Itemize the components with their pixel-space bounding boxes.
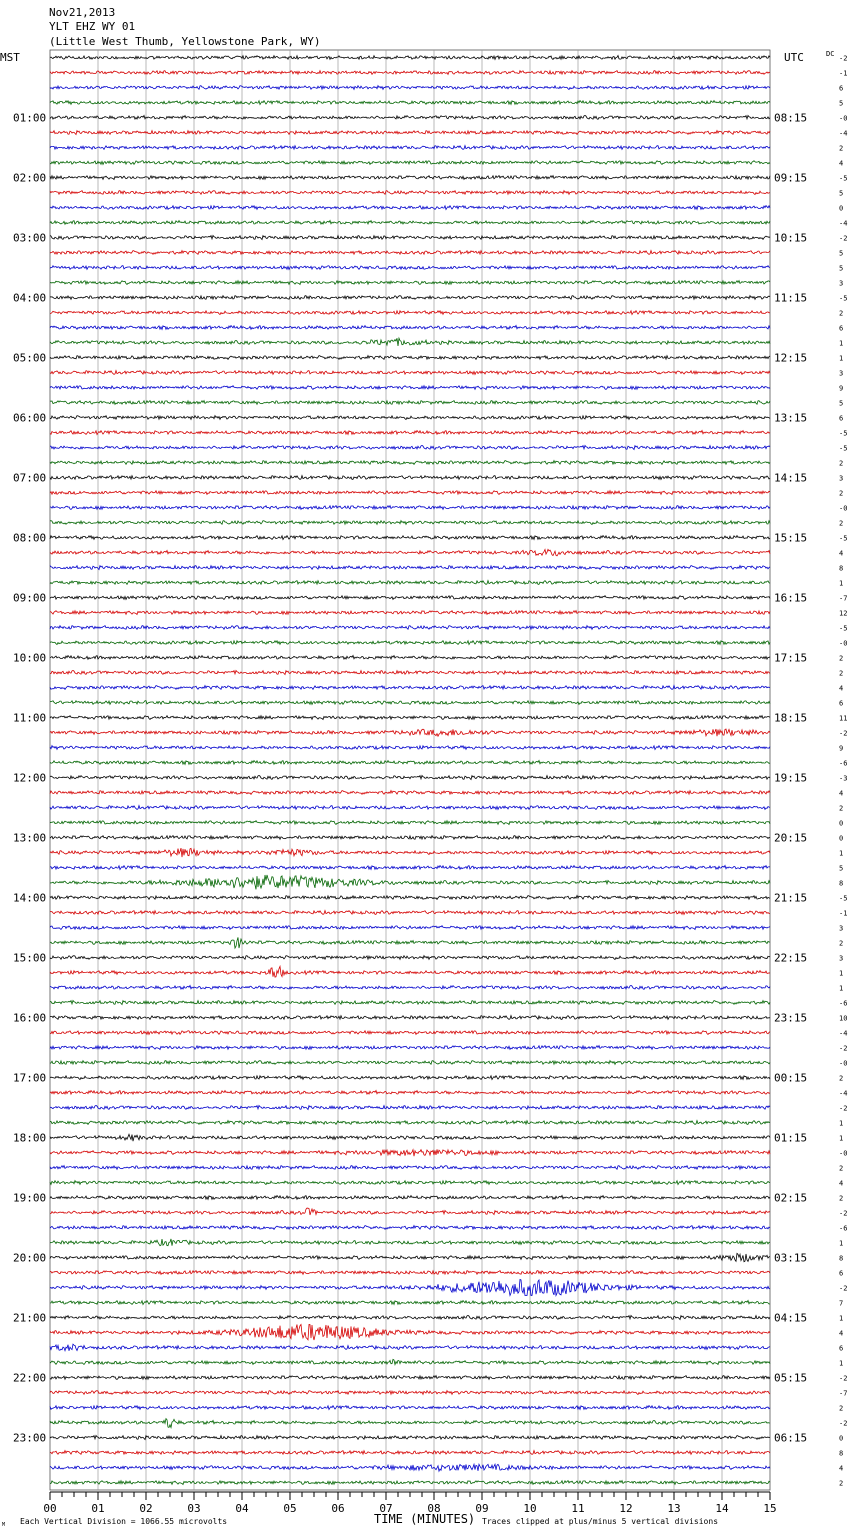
trace-74: [50, 1166, 770, 1170]
trace-45: [50, 729, 770, 736]
dc-offset: -0: [839, 504, 848, 513]
trace-91: [50, 1419, 770, 1428]
dc-offset: -5: [839, 444, 848, 453]
hour-label-left: 19:00: [13, 1191, 47, 1205]
hour-label-right: 09:15: [774, 171, 808, 185]
hour-label-left: 21:00: [13, 1311, 47, 1325]
dc-offset: 5: [839, 864, 844, 873]
trace-48: [50, 776, 770, 780]
x-tick-label: 08: [427, 1502, 441, 1515]
trace-5: [50, 131, 770, 135]
dc-label: DC: [826, 50, 835, 58]
hour-label-right: 10:15: [774, 231, 808, 245]
hour-label-left: 14:00: [13, 891, 47, 905]
dc-offset: 5: [839, 399, 844, 408]
dc-offset: 1: [839, 1119, 844, 1128]
dc-offset: -0: [839, 1149, 848, 1158]
dc-offset: 1: [839, 1359, 844, 1368]
dc-offset: -2: [839, 729, 848, 738]
plot-frame: [50, 50, 770, 1490]
hour-label-left: 07:00: [13, 471, 47, 485]
trace-26: [50, 446, 770, 450]
trace-63: [50, 1001, 770, 1005]
dc-offset: 3: [839, 474, 844, 483]
trace-76: [50, 1196, 770, 1200]
hour-label-right: 00:15: [774, 1071, 808, 1085]
x-tick-label: 14: [715, 1502, 729, 1515]
trace-3: [50, 101, 770, 105]
dc-offset: -0: [839, 639, 848, 648]
hour-label-right: 03:15: [774, 1251, 808, 1265]
trace-71: [50, 1121, 770, 1125]
x-tick-label: 15: [763, 1502, 777, 1515]
hour-label-right: 20:15: [774, 831, 808, 845]
dc-offset: 1: [839, 1239, 844, 1248]
dc-offset: 2: [839, 1479, 844, 1488]
dc-offset: 0: [839, 834, 844, 843]
trace-46: [50, 746, 770, 750]
trace-88: [50, 1376, 770, 1380]
dc-offset: 2: [839, 1404, 844, 1413]
hour-label-right: 21:15: [774, 891, 808, 905]
dc-offset: 2: [839, 519, 844, 528]
trace-58: [50, 926, 770, 930]
x-tick-label: 04: [235, 1502, 249, 1515]
trace-39: [50, 641, 770, 645]
hour-label-right: 02:15: [774, 1191, 808, 1205]
hour-label-left: 10:00: [13, 651, 47, 665]
hour-label-left: 11:00: [13, 711, 47, 725]
trace-17: [50, 311, 770, 315]
trace-83: [50, 1301, 770, 1305]
dc-offset: -5: [839, 894, 848, 903]
x-tick-label: 03: [187, 1502, 201, 1515]
hour-label-left: 15:00: [13, 951, 47, 965]
dc-offset: 2: [839, 309, 844, 318]
header-station: YLT EHZ WY 01: [49, 20, 136, 33]
hour-label-left: 09:00: [13, 591, 47, 605]
trace-7: [50, 161, 770, 165]
x-tick-label: 01: [91, 1502, 105, 1515]
dc-offset: -6: [839, 999, 848, 1008]
dc-offset: 2: [839, 1074, 844, 1083]
trace-61: [50, 966, 770, 977]
clip-note: Traces clipped at plus/minus 5 vertical divisions: [482, 1517, 719, 1526]
dc-offset: -4: [839, 129, 848, 138]
trace-56: [50, 896, 770, 900]
dc-offset: 2: [839, 489, 844, 498]
x-tick-label: 00: [43, 1502, 57, 1515]
corner-mark: M: [2, 1522, 6, 1528]
dc-offset: -2: [839, 54, 848, 63]
hour-label-right: 22:15: [774, 951, 808, 965]
trace-75: [50, 1181, 770, 1185]
trace-38: [50, 626, 770, 630]
dc-offset: -1: [839, 909, 848, 918]
header-date: Nov21,2013: [49, 6, 116, 19]
right-hour-labels: [774, 112, 807, 1445]
trace-89: [50, 1391, 770, 1395]
trace-80: [50, 1253, 770, 1261]
hour-label-right: 17:15: [774, 651, 808, 665]
trace-34: [50, 566, 770, 570]
dc-offset: 1: [839, 1314, 844, 1323]
hour-label-right: 23:15: [774, 1011, 808, 1025]
hour-label-left: 02:00: [13, 171, 47, 185]
dc-offset: -5: [839, 534, 848, 543]
trace-32: [50, 536, 770, 540]
dc-offset: 2: [839, 669, 844, 678]
trace-36: [50, 596, 770, 600]
dc-offset: -4: [839, 1089, 848, 1098]
x-tick-label: 07: [379, 1502, 393, 1515]
trace-12: [50, 236, 770, 240]
trace-41: [50, 671, 770, 675]
right-zone-label: UTC: [784, 51, 804, 64]
dc-offset: -2: [839, 1104, 848, 1113]
hour-label-left: 12:00: [13, 771, 47, 785]
trace-2: [50, 86, 770, 90]
dc-offset: -0: [839, 114, 848, 123]
trace-6: [50, 146, 770, 150]
dc-offset: -6: [839, 759, 848, 768]
dc-offset: 6: [839, 1344, 844, 1353]
hour-label-right: 06:15: [774, 1431, 808, 1445]
x-tick-label: 13: [667, 1502, 681, 1515]
dc-offset: 0: [839, 204, 844, 213]
trace-57: [50, 911, 770, 915]
dc-offset: 6: [839, 699, 844, 708]
dc-offset: 1: [839, 579, 844, 588]
hour-label-right: 05:15: [774, 1371, 808, 1385]
trace-84: [50, 1316, 770, 1320]
dc-offset: -2: [839, 234, 848, 243]
trace-87: [50, 1359, 770, 1364]
trace-33: [50, 549, 770, 555]
trace-67: [50, 1061, 770, 1065]
trace-20: [50, 356, 770, 360]
dc-offset: -7: [839, 594, 848, 603]
trace-13: [50, 251, 770, 255]
hour-label-right: 08:15: [774, 111, 808, 125]
hour-label-right: 15:15: [774, 531, 808, 545]
dc-offset: 7: [839, 1299, 844, 1308]
dc-offset: 8: [839, 1254, 844, 1263]
trace-52: [50, 836, 770, 840]
trace-85: [50, 1325, 770, 1341]
trace-70: [50, 1106, 770, 1110]
trace-79: [50, 1239, 770, 1246]
trace-24: [50, 416, 770, 420]
dc-offset: 1: [839, 339, 844, 348]
hour-label-left: 06:00: [13, 411, 47, 425]
trace-42: [50, 686, 770, 690]
trace-93: [50, 1451, 770, 1455]
x-tick-label: 05: [283, 1502, 297, 1515]
dc-offset: -7: [839, 1389, 848, 1398]
dc-offset: 8: [839, 879, 844, 888]
trace-50: [50, 806, 770, 810]
dc-offset: -3: [839, 774, 848, 783]
trace-14: [50, 266, 770, 270]
hour-label-left: 17:00: [13, 1071, 47, 1085]
hour-label-left: 20:00: [13, 1251, 47, 1265]
dc-offset: 1: [839, 849, 844, 858]
trace-11: [50, 221, 770, 225]
dc-offset: 4: [839, 1179, 844, 1188]
trace-0: [50, 56, 770, 60]
dc-offset: -4: [839, 219, 848, 228]
trace-29: [50, 491, 770, 495]
dc-offset: 0: [839, 1434, 844, 1443]
trace-95: [50, 1481, 770, 1485]
trace-81: [50, 1271, 770, 1275]
x-tick-label: 09: [475, 1502, 489, 1515]
x-tick-label: 06: [331, 1502, 345, 1515]
hour-label-left: 08:00: [13, 531, 47, 545]
dc-offset: 0: [839, 819, 844, 828]
x-tick-label: 11: [571, 1502, 585, 1515]
hour-label-left: 03:00: [13, 231, 47, 245]
dc-offset: 8: [839, 1449, 844, 1458]
dc-offset: -1: [839, 69, 848, 78]
dc-offset: -5: [839, 429, 848, 438]
hour-label-left: 01:00: [13, 111, 47, 125]
hour-label-left: 23:00: [13, 1431, 47, 1445]
trace-18: [50, 326, 770, 330]
trace-51: [50, 821, 770, 825]
left-zone-label: MST: [0, 51, 20, 64]
trace-49: [50, 791, 770, 795]
trace-65: [50, 1031, 770, 1035]
trace-27: [50, 461, 770, 465]
dc-offset: -2: [839, 1374, 848, 1383]
trace-54: [50, 866, 770, 870]
dc-offset-column: [839, 55, 847, 1488]
dc-offset: 1: [839, 1134, 844, 1143]
hour-label-right: 18:15: [774, 711, 808, 725]
trace-55: [50, 875, 770, 889]
vertical-grid: [98, 50, 722, 1490]
hour-label-right: 04:15: [774, 1311, 808, 1325]
dc-offset: 12: [839, 609, 848, 618]
trace-15: [50, 281, 770, 285]
trace-47: [50, 761, 770, 765]
trace-68: [50, 1076, 770, 1080]
trace-78: [50, 1226, 770, 1230]
dc-offset: 9: [839, 384, 844, 393]
dc-offset: 6: [839, 324, 844, 333]
dc-offset: 3: [839, 924, 844, 933]
dc-offset: -2: [839, 1419, 848, 1428]
trace-30: [50, 506, 770, 510]
trace-60: [50, 956, 770, 960]
dc-offset: 1: [839, 984, 844, 993]
x-tick-label: 12: [619, 1502, 633, 1515]
trace-82: [50, 1280, 770, 1296]
dc-offset: 3: [839, 279, 844, 288]
dc-offset: 4: [839, 1329, 844, 1338]
dc-offset: -2: [839, 1044, 848, 1053]
dc-offset: 4: [839, 684, 844, 693]
trace-59: [50, 937, 770, 948]
hour-label-left: 13:00: [13, 831, 47, 845]
dc-offset: -5: [839, 624, 848, 633]
hour-label-left: 04:00: [13, 291, 47, 305]
dc-offset: 11: [839, 714, 848, 723]
dc-offset: -6: [839, 1224, 848, 1233]
hour-label-right: 12:15: [774, 351, 808, 365]
dc-offset: 2: [839, 1164, 844, 1173]
dc-offset: -2: [839, 1209, 848, 1218]
dc-offset: 4: [839, 1464, 844, 1473]
trace-25: [50, 431, 770, 435]
trace-69: [50, 1091, 770, 1095]
dc-offset: 2: [839, 654, 844, 663]
trace-92: [50, 1436, 770, 1440]
hour-label-right: 01:15: [774, 1131, 808, 1145]
trace-43: [50, 701, 770, 705]
seismic-traces: [50, 56, 770, 1485]
dc-offset: 2: [839, 144, 844, 153]
trace-4: [50, 116, 770, 120]
trace-53: [50, 848, 770, 857]
trace-40: [50, 656, 770, 660]
trace-35: [50, 581, 770, 585]
trace-66: [50, 1046, 770, 1050]
left-hour-labels: [13, 112, 46, 1445]
hour-label-left: 05:00: [13, 351, 47, 365]
dc-offset: 2: [839, 939, 844, 948]
dc-offset: 6: [839, 1269, 844, 1278]
trace-9: [50, 191, 770, 195]
trace-31: [50, 521, 770, 525]
dc-offset: 5: [839, 189, 844, 198]
trace-8: [50, 176, 770, 180]
hour-label-right: 13:15: [774, 411, 808, 425]
trace-10: [50, 206, 770, 210]
dc-offset: 2: [839, 804, 844, 813]
hour-label-right: 14:15: [774, 471, 808, 485]
dc-offset: 9: [839, 744, 844, 753]
hour-label-left: 18:00: [13, 1131, 47, 1145]
dc-offset: 1: [839, 354, 844, 363]
dc-offset: 4: [839, 159, 844, 168]
trace-22: [50, 386, 770, 390]
trace-62: [50, 986, 770, 990]
x-tick-label: 10: [523, 1502, 537, 1515]
dc-offset: 6: [839, 84, 844, 93]
dc-offset: -5: [839, 174, 848, 183]
trace-23: [50, 401, 770, 405]
x-axis-title: TIME (MINUTES): [374, 1512, 476, 1526]
trace-86: [50, 1344, 770, 1351]
dc-offset: 5: [839, 249, 844, 258]
trace-64: [50, 1016, 770, 1020]
trace-16: [50, 296, 770, 300]
dc-offset: 8: [839, 564, 844, 573]
trace-21: [50, 371, 770, 375]
hour-label-left: 22:00: [13, 1371, 47, 1385]
dc-offset: 2: [839, 459, 844, 468]
trace-44: [50, 716, 770, 720]
dc-offset: 10: [839, 1014, 848, 1023]
trace-1: [50, 71, 770, 75]
dc-offset: 4: [839, 549, 844, 558]
trace-90: [50, 1406, 770, 1410]
dc-offset: -4: [839, 1029, 848, 1038]
dc-offset: 1: [839, 969, 844, 978]
header-location: (Little West Thumb, Yellowstone Park, WY): [49, 35, 321, 48]
dc-offset: -0: [839, 1059, 848, 1068]
trace-72: [50, 1134, 770, 1141]
dc-offset: 2: [839, 1194, 844, 1203]
dc-offset: -2: [839, 1284, 848, 1293]
dc-offset: 3: [839, 954, 844, 963]
dc-offset: 3: [839, 369, 844, 378]
trace-19: [50, 338, 770, 346]
scale-note: Each Vertical Division = 1066.55 microvolts: [20, 1517, 228, 1526]
hour-label-left: 16:00: [13, 1011, 47, 1025]
hour-label-right: 19:15: [774, 771, 808, 785]
dc-offset: 5: [839, 264, 844, 273]
x-tick-label: 02: [139, 1502, 153, 1515]
dc-offset: -5: [839, 294, 848, 303]
trace-28: [50, 476, 770, 480]
trace-94: [50, 1464, 770, 1471]
hour-label-right: 11:15: [774, 291, 808, 305]
dc-offset: 6: [839, 414, 844, 423]
dc-offset: 5: [839, 99, 844, 108]
trace-77: [50, 1208, 770, 1215]
dc-offset: 4: [839, 789, 844, 798]
trace-73: [50, 1149, 770, 1156]
hour-label-right: 16:15: [774, 591, 808, 605]
trace-37: [50, 611, 770, 615]
